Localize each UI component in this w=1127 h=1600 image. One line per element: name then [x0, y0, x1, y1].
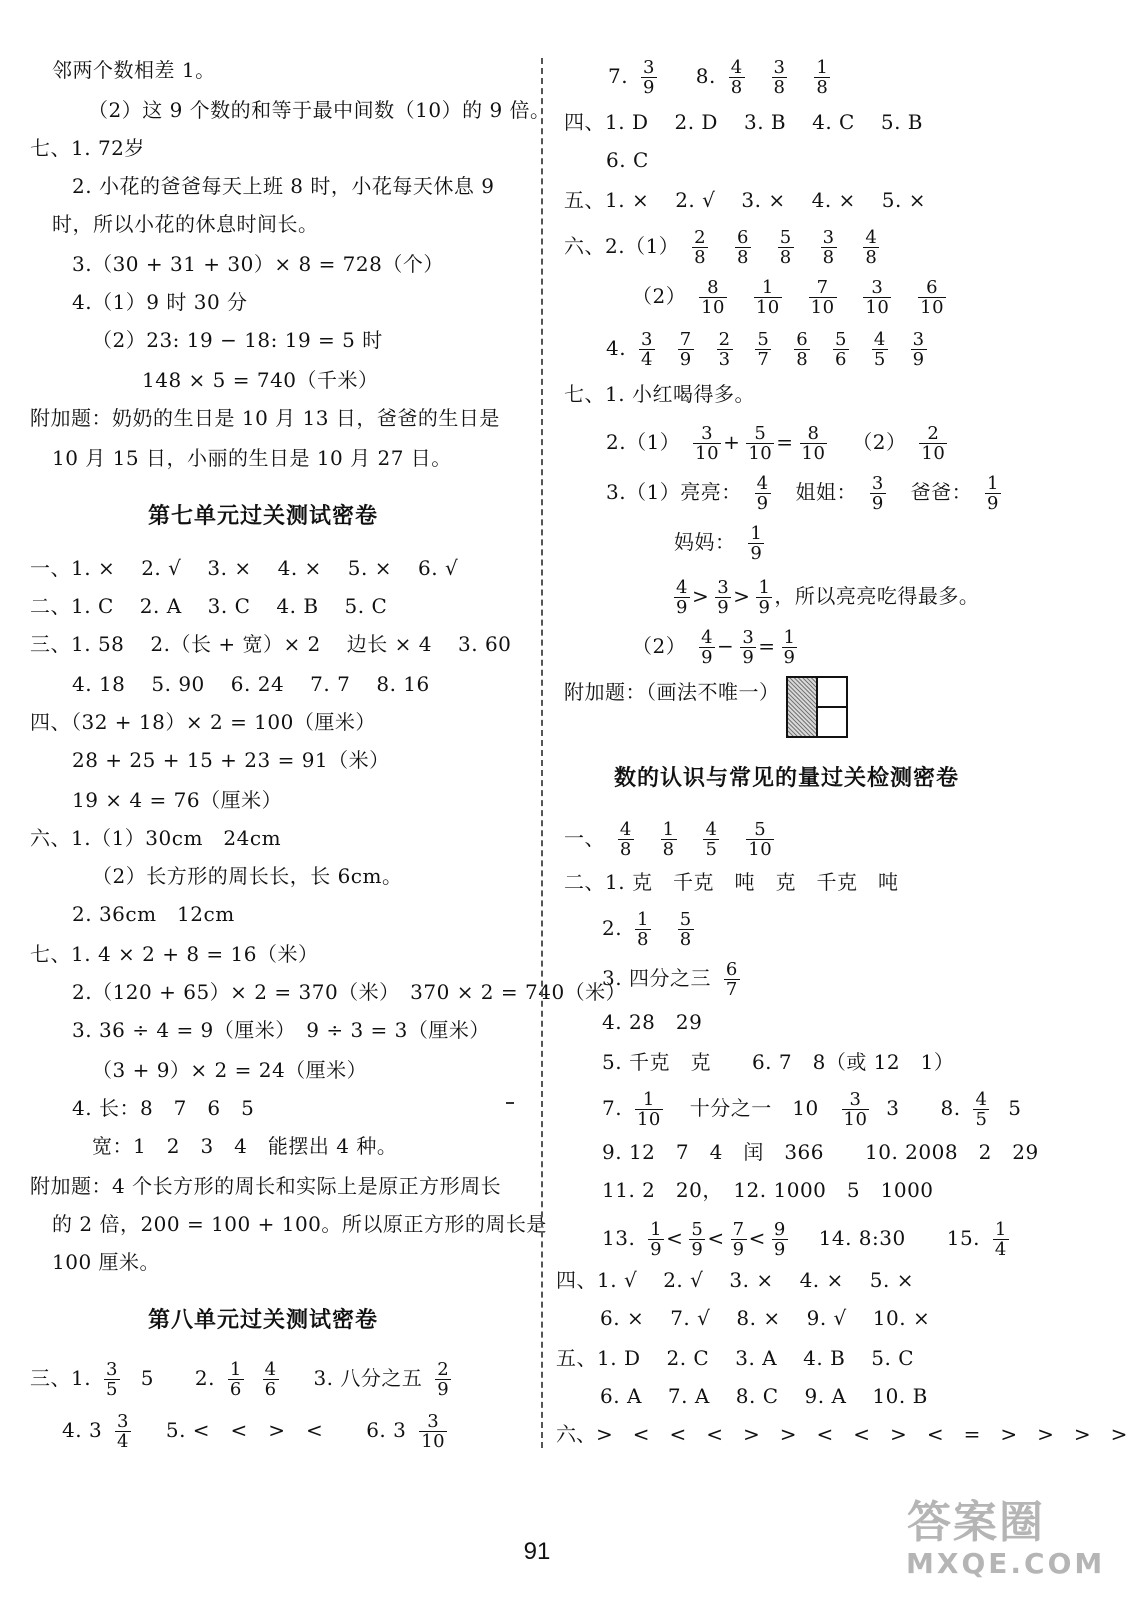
answer-item: 2.（1）	[606, 430, 681, 454]
answer-item: 5	[140, 1366, 154, 1390]
answer-item: 四、1. √	[556, 1268, 638, 1292]
answer-item: 六、2.（1）	[564, 234, 680, 258]
answer-item: 二、1. C	[30, 594, 114, 618]
answer-item: 5. ×	[869, 1268, 914, 1292]
answer-line: 六、1.（1）30cm 24cm	[30, 826, 282, 850]
answer-item: 8. 16	[376, 672, 430, 696]
answer-item: 边长 × 4	[346, 632, 432, 656]
fraction: $\frac{5}{8}$	[679, 909, 692, 950]
answer-item: 7. 7	[310, 672, 351, 696]
answer-item: 4. C	[812, 110, 855, 134]
answer-item: 9. √	[806, 1306, 847, 1330]
fraction: $\frac{8}{10}$	[701, 277, 725, 318]
answer-line: （3 + 9）× 2 = 24（厘米）	[92, 1058, 368, 1082]
fraction: $\frac{1}{9}$	[758, 577, 771, 618]
answer-item: 一、1. ×	[30, 556, 116, 580]
answer-line: 3. 36 ÷ 4 = 9（厘米） 9 ÷ 3 = 3（厘米）	[72, 1018, 490, 1042]
answer-row	[606, 474, 1007, 513]
fraction: $\frac{6}{7}$	[725, 959, 738, 1000]
answer-line: 4.（1）9 时 30 分	[72, 290, 248, 314]
answer-item: 4.	[606, 336, 627, 360]
answer-line: 邻两个数相差 1。	[52, 58, 216, 82]
fraction: $\frac{4}{9}$	[756, 473, 769, 514]
fraction: $\frac{4}{8}$	[865, 227, 878, 268]
answer-item: 三、1. 58	[30, 632, 125, 656]
answer-item: 四、1. D	[564, 110, 649, 134]
answer-row	[602, 1220, 1015, 1259]
answer-line: （2）23: 19 − 18: 19 = 5 时	[92, 328, 383, 352]
fraction: $\frac{4}{9}$	[676, 577, 688, 618]
answer-item: （2）	[632, 634, 687, 658]
fraction: $\frac{4}{8}$	[730, 57, 743, 98]
fraction: $\frac{1}{6}$	[229, 1359, 242, 1400]
fraction: $\frac{3}{10}$	[843, 1089, 868, 1130]
answer-line: 5. 千克 克 6. 7 8（或 12 1）	[602, 1050, 955, 1074]
answer-item: 3. B	[743, 110, 787, 134]
answer-item: 4. 3	[62, 1418, 103, 1442]
answer-row	[30, 1360, 457, 1399]
answer-item: 7.	[602, 1096, 623, 1120]
answer-line: 六、> < < < > > < < > < = > > > >	[556, 1422, 1127, 1446]
answer-item: 5. < < > <	[165, 1418, 324, 1442]
answer-item: 3. A	[735, 1346, 778, 1370]
section-heading-review: 数的认识与常见的量过关检测密卷	[614, 766, 960, 791]
fraction: $\frac{3}{10}$	[421, 1411, 446, 1452]
answer-line: 4. 长：8 7 6 5	[72, 1096, 255, 1120]
bonus-question-answer: 10 月 15 日，小丽的生日是 10 月 27 日。	[52, 446, 452, 470]
answer-row	[608, 58, 836, 97]
answer-line: （2）这 9 个数的和等于最中间数（10）的 9 倍。	[88, 98, 551, 122]
answer-item: 4. 18	[72, 672, 126, 696]
answer-item: 6. √	[418, 556, 459, 580]
fraction: $\frac{3}{4}$	[640, 329, 653, 370]
answer-item: 6. A	[600, 1384, 642, 1408]
answer-item: 2. C	[666, 1346, 710, 1370]
fraction: $\frac{7}{10}$	[810, 277, 835, 318]
fraction: $\frac{3}{9}$	[742, 627, 755, 668]
bonus-question-answer: 的 2 倍，200 = 100 + 100。所以原正方形的周长是	[52, 1212, 547, 1236]
answer-item: 8.	[695, 64, 716, 88]
fraction: $\frac{7}{9}$	[679, 329, 692, 370]
answer-line: 148 × 5 = 740（千米）	[142, 368, 379, 392]
fraction: $\frac{3}{9}$	[642, 57, 655, 98]
answer-item: 7.	[608, 64, 629, 88]
fraction: $\frac{5}{10}$	[748, 819, 773, 860]
less-than-sign: <	[748, 1226, 766, 1250]
answer-item: 6. 24	[230, 672, 285, 696]
answer-item: 5. ×	[881, 188, 926, 212]
fraction: $\frac{1}{10}$	[636, 1089, 661, 1130]
answer-item: 2. A	[139, 594, 182, 618]
answer-line: 28 + 25 + 15 + 23 = 91（米）	[72, 748, 390, 772]
fraction: $\frac{8}{10}$	[801, 423, 826, 464]
fraction: $\frac{1}{9}$	[650, 1219, 663, 1260]
fraction: $\frac{1}{4}$	[994, 1219, 1007, 1260]
greater-than-sign: >	[733, 584, 751, 608]
answer-row	[62, 1412, 453, 1451]
answer-line: 2.（120 + 65）× 2 = 370（米） 370 × 2 = 740（米）	[72, 980, 627, 1004]
answer-item: 2.（长 + 宽）× 2	[150, 632, 321, 656]
answer-item: 2. √	[141, 556, 182, 580]
answer-row	[564, 228, 885, 267]
fraction: $\frac{2}{3}$	[718, 329, 731, 370]
fraction: $\frac{2}{8}$	[694, 227, 707, 268]
answer-item: 8. ×	[736, 1306, 781, 1330]
answer-row	[600, 1304, 956, 1332]
answer-row	[602, 960, 746, 999]
answer-row	[30, 554, 484, 582]
bonus-question-answer: 附加题：（画法不唯一）	[564, 680, 780, 704]
answer-line: 2. 小花的爸爸每天上班 8 时，小花每天休息 9	[72, 174, 495, 198]
answer-line: 4. 28 29	[602, 1010, 703, 1034]
answer-row	[556, 1266, 940, 1294]
answer-item: 8. C	[735, 1384, 779, 1408]
answer-row	[564, 108, 949, 136]
answer-line: 3.（30 + 31 + 30）× 8 = 728（个）	[72, 252, 444, 276]
fraction: $\frac{3}{9}$	[717, 577, 730, 618]
answer-line: 2. 36cm 12cm	[72, 902, 235, 926]
answer-row	[72, 670, 456, 698]
answer-line: 9. 12 7 4 闰 366 10. 2008 2 29	[602, 1140, 1039, 1164]
answer-row	[674, 524, 770, 563]
answer-item: 4. B	[276, 594, 319, 618]
answer-item: 9. A	[804, 1384, 847, 1408]
greater-than-sign: >	[691, 584, 710, 608]
answer-item: 4. B	[803, 1346, 846, 1370]
equals-sign: =	[758, 634, 776, 658]
answer-item: 3. ×	[207, 556, 252, 580]
fraction: $\frac{5}{9}$	[691, 1219, 704, 1260]
fraction: $\frac{4}{5}$	[705, 819, 718, 860]
answer-item: 4. ×	[811, 188, 856, 212]
answer-item: 5. C	[344, 594, 388, 618]
answer-row	[30, 592, 413, 620]
answer-item: 3. C	[207, 594, 251, 618]
answer-line: 二、1. 克 千克 吨 克 千克 吨	[564, 870, 899, 894]
fraction: $\frac{3}{9}$	[912, 329, 925, 370]
fraction: $\frac{1}{9}$	[750, 523, 763, 564]
answer-line: 四、（32 + 18）× 2 = 100（厘米）	[30, 710, 376, 734]
answer-item: 10. B	[872, 1384, 928, 1408]
page-number: 91	[523, 1538, 551, 1565]
fraction: $\frac{5}{6}$	[835, 329, 847, 370]
fraction: $\frac{4}{8}$	[619, 819, 632, 860]
fraction: $\frac{2}{10}$	[921, 423, 946, 464]
answer-item: 3. ×	[741, 188, 786, 212]
answer-line: 19 × 4 = 76（厘米）	[72, 788, 283, 812]
fraction: $\frac{1}{8}$	[636, 909, 649, 950]
answer-item: 五、1. D	[556, 1346, 641, 1370]
answer-row	[606, 424, 953, 463]
fraction: $\frac{6}{8}$	[736, 227, 749, 268]
answer-item: 14. 8:30 15.	[818, 1226, 981, 1250]
fraction: $\frac{3}{4}$	[117, 1411, 129, 1452]
answer-line: （2）长方形的周长长，长 6cm。	[92, 864, 403, 888]
answer-line: 七、1. 72岁	[30, 136, 145, 160]
answer-row	[602, 1090, 1022, 1129]
answer-item: 2. √	[675, 188, 716, 212]
answer-item: 2. √	[663, 1268, 704, 1292]
answer-line: 11. 2 20， 12. 1000 5 1000	[602, 1178, 934, 1202]
answer-item: 5	[1008, 1096, 1022, 1120]
fraction: $\frac{2}{9}$	[437, 1359, 450, 1400]
answer-item: 3. 八分之五	[313, 1366, 423, 1390]
fraction: $\frac{9}{9}$	[773, 1219, 786, 1260]
bonus-question-answer: 附加题：奶奶的生日是 10 月 13 日，爸爸的生日是	[30, 406, 500, 430]
bonus-question-answer: 100 厘米。	[52, 1250, 161, 1274]
answer-row	[632, 628, 803, 667]
answer-item: 3. 四分之三	[602, 966, 711, 990]
column-divider	[541, 58, 543, 1448]
fraction: $\frac{4}{5}$	[975, 1089, 988, 1130]
answer-item: 5. B	[880, 110, 923, 134]
fraction: $\frac{3}{10}$	[695, 423, 720, 464]
answer-line: 6. C	[606, 148, 649, 172]
answer-item: （2）	[852, 430, 907, 454]
answer-row	[602, 910, 700, 949]
fraction: $\frac{5}{7}$	[757, 329, 770, 370]
fraction: $\frac{3}{9}$	[871, 473, 884, 514]
answer-line: 七、1. 4 × 2 + 8 = 16（米）	[30, 942, 319, 966]
fraction: $\frac{7}{9}$	[732, 1219, 745, 1260]
answer-item: 3. 60	[458, 632, 512, 656]
answer-line: 宽：1 2 3 4 能摆出 4 种。	[92, 1134, 398, 1158]
answer-item: 妈妈：	[674, 530, 736, 554]
answer-item: 5. ×	[347, 556, 392, 580]
answer-item: 6. ×	[600, 1306, 645, 1330]
fraction: $\frac{4}{5}$	[873, 329, 886, 370]
answer-item: 3 8.	[886, 1096, 961, 1120]
fraction: $\frac{6}{10}$	[920, 277, 945, 318]
answer-row	[556, 1344, 940, 1372]
answer-item: 5. 90	[151, 672, 205, 696]
answer-item: 6. 3	[366, 1418, 407, 1442]
answer-item: ，所以亮亮吃得最多。	[774, 584, 980, 608]
fraction: $\frac{3}{8}$	[773, 57, 786, 98]
shaded-square-figure	[786, 676, 848, 738]
answer-item: 一、	[564, 826, 605, 850]
fraction: $\frac{1}{9}$	[987, 473, 999, 514]
answer-item: 7. √	[670, 1306, 711, 1330]
fraction: $\frac{5}{8}$	[779, 227, 792, 268]
answer-item: 4. ×	[799, 1268, 844, 1292]
stray-mark	[506, 1102, 514, 1104]
fraction: $\frac{3}{5}$	[105, 1359, 118, 1400]
answer-row	[600, 1382, 954, 1410]
answer-row	[632, 278, 952, 317]
answer-item: 4. ×	[277, 556, 322, 580]
answer-item: 10. ×	[872, 1306, 931, 1330]
answer-row	[668, 578, 979, 617]
equals-sign: =	[776, 430, 794, 454]
answer-item: 3.（1）亮亮：	[606, 480, 742, 504]
fraction: $\frac{1}{10}$	[755, 277, 780, 318]
watermark-logo: 答案圈 MXQE.COM	[906, 1497, 1106, 1580]
answer-item: 三、1.	[30, 1366, 92, 1390]
fraction: $\frac{5}{10}$	[748, 423, 773, 464]
fraction: $\frac{6}{8}$	[796, 329, 809, 370]
answer-item: 爸爸：	[910, 480, 973, 504]
answer-item: 五、1. ×	[564, 188, 650, 212]
answer-row	[564, 186, 952, 214]
answer-item: 2.	[602, 916, 623, 940]
answer-line: 七、1. 小红喝得多。	[564, 382, 755, 406]
fraction: $\frac{1}{8}$	[662, 819, 675, 860]
answer-item: 13.	[602, 1226, 636, 1250]
section-heading-unit-8: 第八单元过关测试密卷	[148, 1308, 379, 1333]
fraction: $\frac{1}{9}$	[783, 627, 796, 668]
answer-item: （2）	[632, 284, 687, 308]
fraction: $\frac{1}{8}$	[816, 57, 829, 98]
answer-row	[30, 630, 537, 658]
section-heading-unit-7: 第七单元过关测试密卷	[148, 504, 379, 529]
minus-sign: −	[717, 634, 735, 658]
answer-item: 姐姐：	[795, 480, 857, 504]
fraction: $\frac{3}{10}$	[865, 277, 890, 318]
plus-sign: +	[723, 430, 741, 454]
bonus-question-answer: 附加题：4 个长方形的周长和实际上是原正方形周长	[30, 1174, 502, 1198]
fraction: $\frac{4}{9}$	[701, 627, 714, 668]
answer-item: 十分之一 10	[689, 1096, 819, 1120]
answer-item: 2.	[194, 1366, 215, 1390]
answer-row	[564, 820, 780, 859]
fraction: $\frac{4}{6}$	[264, 1359, 277, 1400]
answer-item: 3. ×	[729, 1268, 774, 1292]
less-than-sign: <	[666, 1226, 684, 1250]
fraction: $\frac{3}{8}$	[822, 227, 835, 268]
answer-item: 2. D	[674, 110, 718, 134]
answer-item: 7. A	[667, 1384, 710, 1408]
answer-row	[606, 330, 933, 369]
answer-item: 5. C	[871, 1346, 915, 1370]
less-than-sign: <	[707, 1226, 725, 1250]
answer-line: 时，所以小花的休息时间长。	[52, 212, 319, 236]
